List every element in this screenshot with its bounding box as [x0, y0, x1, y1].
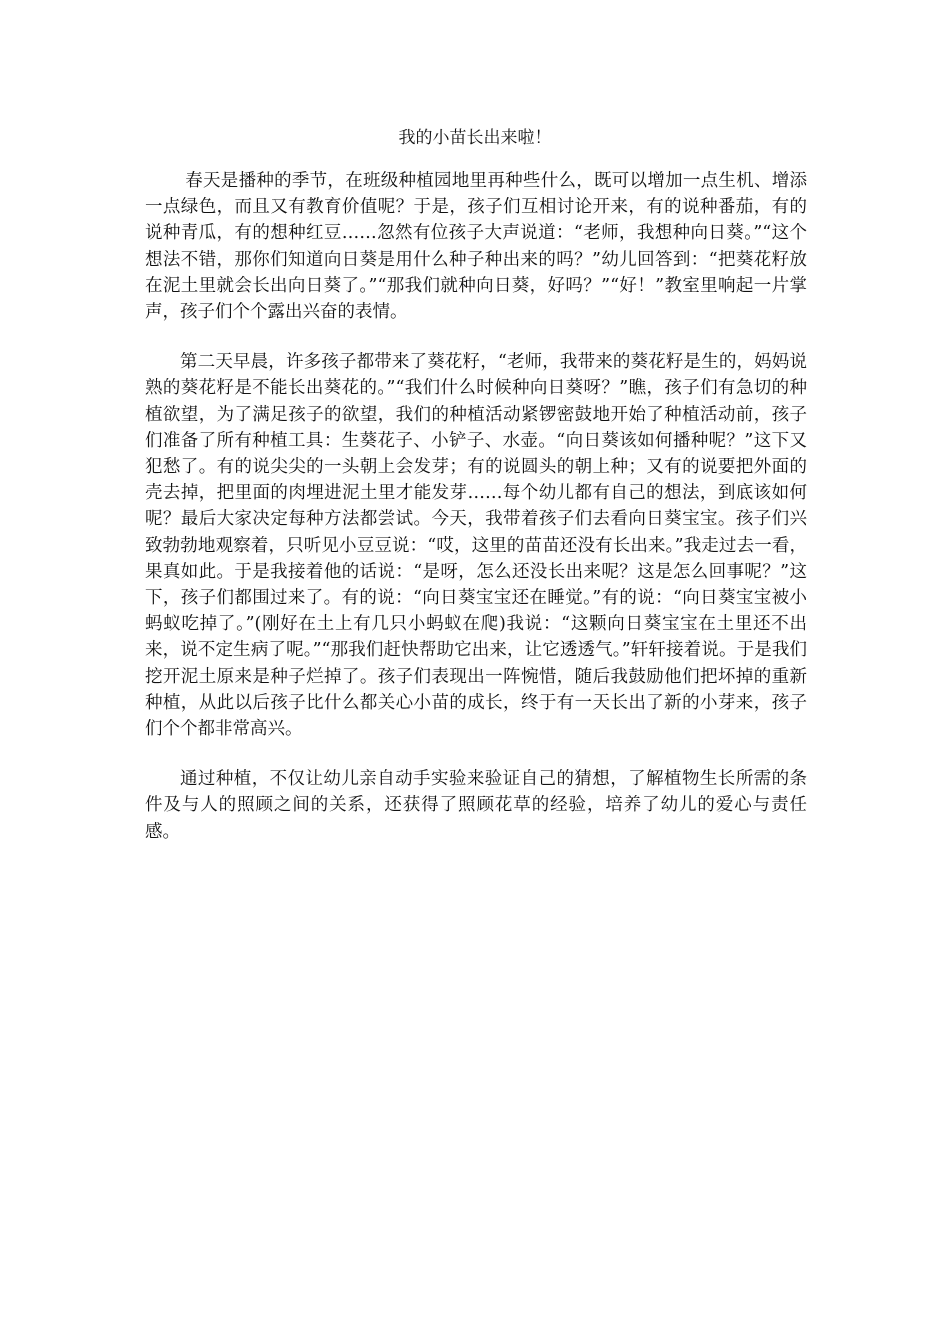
document-body: [145, 168, 807, 869]
paragraph-2: 第二天早晨，许多孩子都带来了葵花籽，“老师，我带来的葵花籽是生的，妈妈说熟的葵花籽是不能长出葵花的。”“我们什么时候种向日葵呀？”瞧，孩子们有急切的种植欲望，为了满足孩子的欲望，我们的种植活动紧锣密鼓地开始了种植活动前，孩子们准备了所有种植工具：生葵花子、小铲子、水壶。“向日葵该如何播种呢？”这下又犯愁了。有的说尖尖的一头朝上会发芽；有的说圆头的朝上种；又有的说要把外面的壳去掉，把里面的肉埋进泥土里才能发芽……每个幼儿都有自己的想法，到底该如何呢？最后大家决定每种方法都尝试。今天，我带着孩子们去看向日葵宝宝。孩子们兴致勃勃地观察着，只听见小豆豆说：“哎，这里的苗苗还没有长出来。”我走过去一看，果真如此。于是我接着他的话说：“是呀，怎么还没长出来呢？这是怎么回事呢？”这下，孩子们都围过来了。有的说：“向日葵宝宝还在睡觉。”有的说：“向日葵宝宝被小蚂蚁吃掉了。”(刚好在土上有几只小蚂蚁在爬)我说：“这颗向日葵宝宝在土里还不出来，说不定生病了呢。”“那我们赶快帮助它出来，让它透透气。”轩轩接着说。于是我们挖开泥土原来是种子烂掉了。孩子们表现出一阵惋惜，随后我鼓励他们把坏掉的重新种植，从此以后孩子比什么都关心小苗的成长，终于有一天长出了新的小芽来，孩子们个个都非常高兴。: [145, 352, 807, 740]
document-title: 我的小苗长出来啦！: [398, 128, 552, 148]
paragraph-1: 春天是播种的季节，在班级种植园地里再种些什么，既可以增加一点生机、增添一点绿色，而且又有教育价值呢？于是，孩子们互相讨论开来，有的说种番茄，有的说种青瓜，有的想种红豆……忽然有位孩子大声说道：“老师，我想种向日葵。”“这个想法不错，那你们知道向日葵是用什么种子种出来的吗？”幼儿回答到：“把葵花籽放在泥土里就会长出向日葵了。”“那我们就种向日葵，好吗？”“好！”教室里响起一片掌声，孩子们个个露出兴奋的表情。: [145, 171, 807, 323]
paragraph-3: 通过种植，不仅让幼儿亲自动手实验来验证自己的猜想，了解植物生长所需的条件及与人的照顾之间的关系，还获得了照顾花草的经验，培养了幼儿的爱心与责任感。: [145, 769, 807, 842]
